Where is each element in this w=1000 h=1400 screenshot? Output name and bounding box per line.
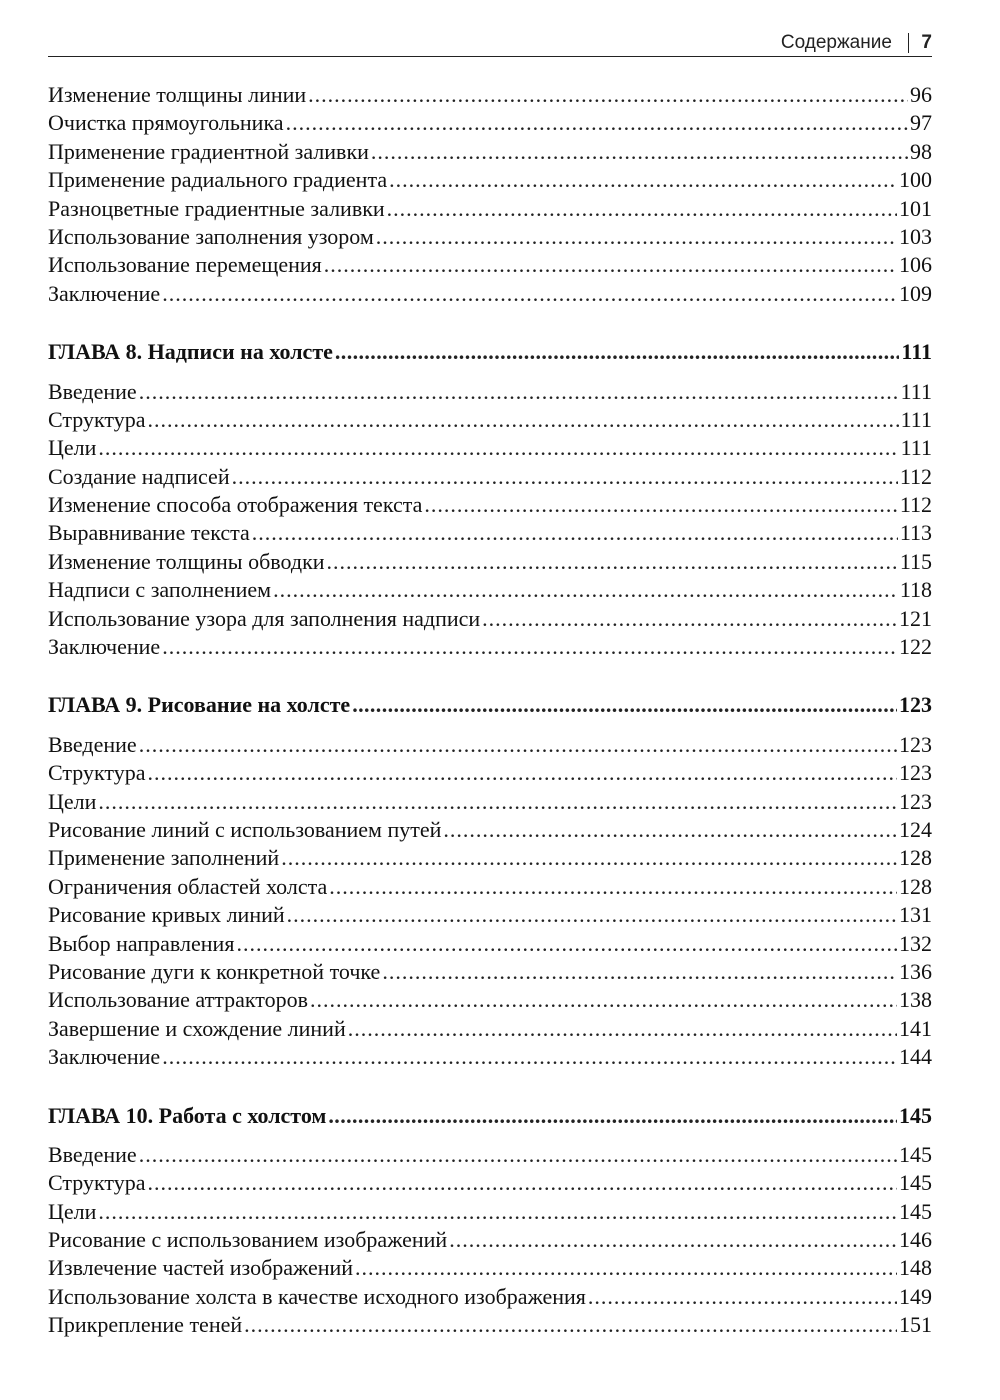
- dot-leader: [310, 986, 897, 1014]
- dot-leader: [335, 338, 900, 366]
- dot-leader: [162, 280, 897, 308]
- section-title: Содержание: [780, 32, 892, 53]
- toc-entry-title: Изменение толщины обводки: [48, 548, 325, 574]
- dot-leader: [281, 844, 897, 872]
- toc-entry-title: Рисование линий с использованием путей: [48, 816, 442, 842]
- toc-entry-title: Структура: [48, 406, 146, 432]
- toc-entry-title: Разноцветные градиентные заливки: [48, 195, 385, 221]
- toc-entry-page: 121: [899, 605, 932, 631]
- toc-entry[interactable]: [48, 1283, 932, 1311]
- dot-leader: [147, 406, 898, 434]
- header-separator: [908, 33, 910, 53]
- toc-entry-title: Применение заполнений: [48, 845, 280, 871]
- toc-entry-title: Выравнивание текста: [48, 520, 250, 546]
- dot-leader: [482, 605, 897, 633]
- chapter-title: ГЛАВА 8. Надписи на холсте: [48, 339, 333, 365]
- toc-entry-title: Рисование кривых линий: [48, 902, 285, 928]
- toc-entry-page: 100: [899, 167, 932, 193]
- toc-entry-title: Использование перемещения: [48, 252, 322, 278]
- toc-entry-title: Введение: [48, 1141, 137, 1167]
- toc-entry-page: 151: [899, 1312, 932, 1338]
- toc-entry[interactable]: [48, 138, 932, 166]
- toc-entry-page: 136: [899, 958, 932, 984]
- dot-leader: [328, 1102, 897, 1130]
- dot-leader: [449, 1226, 897, 1254]
- dot-leader: [308, 81, 908, 109]
- toc-entry-title: Очистка прямоугольника: [48, 110, 284, 136]
- toc-entry-page: 112: [899, 492, 932, 518]
- dot-leader: [252, 519, 898, 547]
- toc-entry[interactable]: [48, 633, 932, 661]
- dot-leader: [273, 576, 898, 604]
- toc-entry[interactable]: [48, 1198, 932, 1226]
- chapter-heading-8[interactable]: [48, 338, 932, 366]
- dot-leader: [329, 873, 897, 901]
- toc-entry-title: Рисование дуги к конкретной точке: [48, 958, 381, 984]
- toc-entry-title: Использование аттракторов: [48, 987, 308, 1013]
- dot-leader: [327, 548, 898, 576]
- toc-entry-page: 96: [910, 82, 932, 107]
- toc-entry[interactable]: [48, 1169, 932, 1197]
- chapter-heading-10[interactable]: [48, 1102, 932, 1130]
- toc-entry[interactable]: [48, 958, 932, 986]
- toc-entry[interactable]: [48, 930, 932, 958]
- toc-entry-title: Применение градиентной заливки: [48, 138, 369, 164]
- table-of-contents: [48, 81, 932, 1340]
- toc-entry-title: Цели: [48, 1198, 97, 1224]
- toc-entry-page: 106: [899, 252, 932, 278]
- toc-entry[interactable]: [48, 434, 932, 462]
- toc-entry-title: Создание надписей: [48, 463, 230, 489]
- toc-entry-page: 138: [899, 987, 932, 1013]
- toc-entry-page: 109: [899, 280, 932, 306]
- toc-entry-title: Заключение: [48, 634, 161, 660]
- toc-entry-page: 128: [899, 845, 932, 871]
- dot-leader: [162, 633, 897, 661]
- toc-entry[interactable]: [48, 1311, 932, 1339]
- toc-entry-page: 123: [899, 731, 932, 757]
- chapter-heading-9[interactable]: [48, 691, 932, 719]
- toc-entry[interactable]: [48, 519, 932, 547]
- toc-entry-page: 123: [899, 788, 932, 814]
- toc-entry-title: Извлечение частей изображений: [48, 1255, 354, 1281]
- toc-entry-page: 148: [899, 1255, 932, 1281]
- dot-leader: [244, 1311, 897, 1339]
- toc-entry-page: 103: [899, 223, 932, 249]
- dot-leader: [98, 434, 898, 462]
- dot-leader: [324, 251, 897, 279]
- toc-entry-title: Ограничения областей холста: [48, 873, 328, 899]
- toc-entry-title: Структура: [48, 1170, 146, 1196]
- toc-entry[interactable]: [48, 576, 932, 604]
- toc-entry-page: 145: [899, 1141, 932, 1167]
- dot-leader: [98, 788, 897, 816]
- dot-leader: [376, 223, 897, 251]
- toc-entry[interactable]: [48, 223, 932, 251]
- toc-entry-page: 145: [899, 1170, 932, 1196]
- page-number: 7: [921, 32, 932, 53]
- toc-entry[interactable]: [48, 1141, 932, 1169]
- dot-leader: [387, 195, 897, 223]
- toc-entry[interactable]: [48, 406, 932, 434]
- toc-entry-page: 113: [899, 520, 932, 546]
- toc-entry[interactable]: [48, 81, 932, 109]
- toc-entry-page: 124: [899, 816, 932, 842]
- toc-entry-page: 149: [899, 1283, 932, 1309]
- dot-leader: [232, 463, 898, 491]
- toc-entry-title: Введение: [48, 378, 137, 404]
- toc-entry-page: 132: [899, 930, 932, 956]
- chapter-page: 111: [901, 339, 932, 365]
- toc-entry-page: 111: [900, 378, 932, 404]
- toc-entry-title: Выбор направления: [48, 930, 235, 956]
- toc-entry-title: Рисование с использованием изображений: [48, 1227, 448, 1253]
- dot-leader: [147, 1169, 897, 1197]
- toc-entry-title: Заключение: [48, 1044, 161, 1070]
- toc-entry-page: 118: [899, 577, 932, 603]
- running-header-content: [781, 32, 932, 54]
- toc-entry[interactable]: [48, 491, 932, 519]
- toc-entry[interactable]: [48, 1015, 932, 1043]
- toc-entry-title: Введение: [48, 731, 137, 757]
- toc-entry[interactable]: [48, 901, 932, 929]
- toc-entry-page: 146: [899, 1227, 932, 1253]
- toc-entry-title: Использование заполнения узором: [48, 223, 374, 249]
- toc-entry-page: 145: [899, 1198, 932, 1224]
- dot-leader: [139, 378, 899, 406]
- toc-entry-title: Применение радиального градиента: [48, 167, 388, 193]
- dot-leader: [98, 1198, 897, 1226]
- dot-leader: [139, 1141, 897, 1169]
- dot-leader: [588, 1283, 897, 1311]
- toc-entry-page: 122: [899, 634, 932, 660]
- toc-entry[interactable]: [48, 1254, 932, 1282]
- toc-entry[interactable]: [48, 1043, 932, 1071]
- dot-leader: [424, 491, 897, 519]
- chapter-page: 123: [899, 692, 932, 718]
- dot-leader: [352, 691, 897, 719]
- dot-leader: [355, 1254, 897, 1282]
- toc-entry-page: 144: [899, 1044, 932, 1070]
- toc-entry-page: 111: [900, 435, 932, 461]
- toc-entry[interactable]: [48, 378, 932, 406]
- dot-leader: [348, 1015, 897, 1043]
- toc-entry-page: 123: [899, 760, 932, 786]
- toc-entry-title: Завершение и схождение линий: [48, 1015, 346, 1041]
- toc-entry-title: Цели: [48, 788, 97, 814]
- toc-entry-page: 131: [899, 902, 932, 928]
- toc-entry-page: 98: [910, 138, 932, 164]
- toc-entry[interactable]: [48, 195, 932, 223]
- chapter-title: ГЛАВА 9. Рисование на холсте: [48, 692, 351, 718]
- toc-entry[interactable]: [48, 605, 932, 633]
- chapter-page: 145: [899, 1102, 932, 1128]
- toc-entry[interactable]: [48, 280, 932, 308]
- toc-entry[interactable]: [48, 1226, 932, 1254]
- toc-entry[interactable]: [48, 844, 932, 872]
- dot-leader: [382, 958, 897, 986]
- toc-entry-page: 101: [899, 195, 932, 221]
- toc-entry-page: 112: [899, 463, 932, 489]
- toc-entry-title: Использование холста в качестве исходного изображения: [48, 1283, 586, 1309]
- toc-entry-title: Надписи с заполнением: [48, 577, 272, 603]
- toc-entry-title: Использование узора для заполнения надписи: [48, 605, 481, 631]
- dot-leader: [443, 816, 897, 844]
- dot-leader: [147, 759, 897, 787]
- dot-leader: [389, 166, 897, 194]
- toc-entry-page: 97: [910, 110, 932, 136]
- toc-entry-title: Заключение: [48, 280, 161, 306]
- toc-entry[interactable]: [48, 759, 932, 787]
- toc-entry-title: Цели: [48, 435, 97, 461]
- dot-leader: [371, 138, 908, 166]
- toc-entry-page: 115: [899, 548, 932, 574]
- toc-entry[interactable]: [48, 109, 932, 137]
- chapter-title: ГЛАВА 10. Работа с холстом: [48, 1102, 327, 1128]
- dot-leader: [236, 930, 897, 958]
- toc-entry-title: Прикрепление теней: [48, 1312, 243, 1338]
- toc-entry-page: 141: [899, 1015, 932, 1041]
- toc-entry[interactable]: [48, 986, 932, 1014]
- dot-leader: [286, 109, 908, 137]
- toc-entry[interactable]: [48, 788, 932, 816]
- toc-entry[interactable]: [48, 548, 932, 576]
- toc-entry[interactable]: [48, 873, 932, 901]
- toc-entry-title: Структура: [48, 760, 146, 786]
- toc-entry-page: 111: [900, 406, 932, 432]
- toc-entry[interactable]: [48, 731, 932, 759]
- toc-entry-title: Изменение толщины линии: [48, 82, 307, 107]
- dot-leader: [139, 731, 897, 759]
- toc-entry[interactable]: [48, 816, 932, 844]
- toc-entry-title: Изменение способа отображения текста: [48, 492, 423, 518]
- toc-entry[interactable]: [48, 166, 932, 194]
- dot-leader: [162, 1043, 897, 1071]
- toc-entry[interactable]: [48, 251, 932, 279]
- toc-entry[interactable]: [48, 463, 932, 491]
- running-header: [48, 30, 932, 57]
- toc-entry-page: 128: [899, 873, 932, 899]
- dot-leader: [287, 901, 897, 929]
